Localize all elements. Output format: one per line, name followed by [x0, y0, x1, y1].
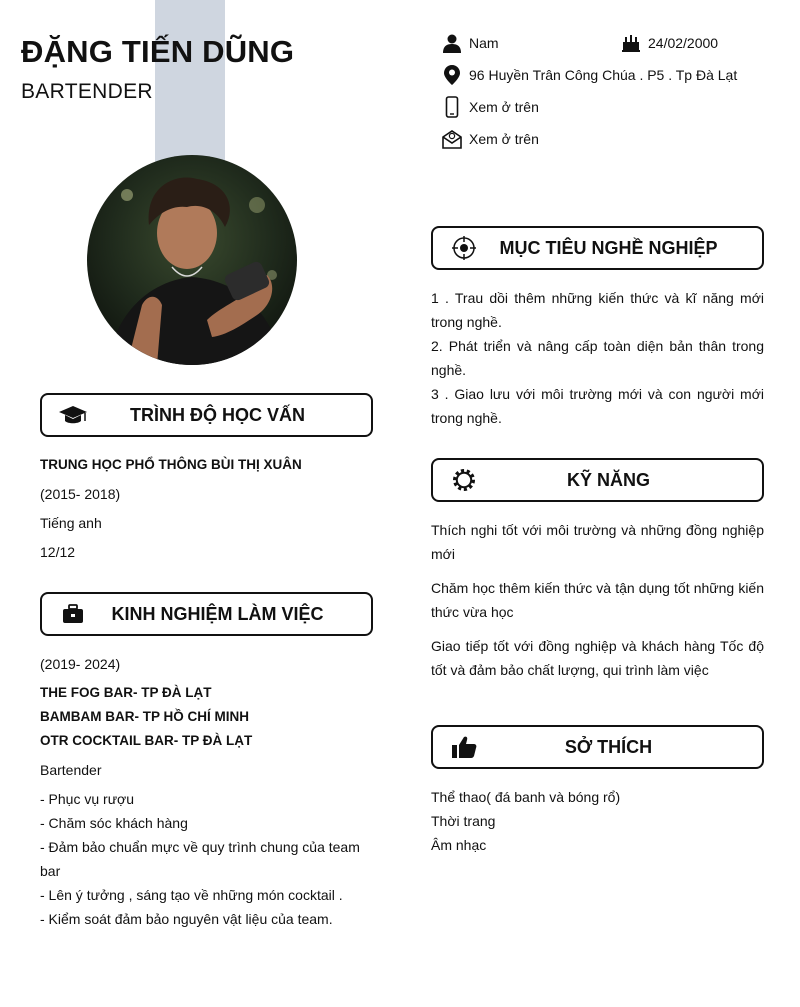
experience-workplace: THE FOG BAR- TP ĐÀ LẠT	[40, 685, 212, 700]
gender-value: Nam	[469, 35, 499, 51]
experience-duty: - Chăm sóc khách hàng	[40, 815, 188, 831]
address-value: 96 Huyền Trân Công Chúa . P5 . Tp Đà Lạt	[469, 67, 738, 83]
experience-duty: - Phục vụ rượu	[40, 791, 135, 807]
experience-heading	[40, 592, 373, 636]
skills-title: KỸ NĂNG	[566, 469, 650, 490]
contact-dob	[620, 32, 718, 54]
avatar-photo	[87, 155, 297, 365]
hobby-item: Thời trang	[431, 813, 496, 829]
person-icon	[441, 32, 463, 54]
skill-item: Giao tiếp tốt với đồng nghiệp và khách hàng Tốc độ tốt và đảm bảo chất lượng, qui trình làm việc	[431, 638, 764, 678]
experience-duty: - Kiểm soát đảm bảo nguyên vật liệu của team.	[40, 911, 333, 927]
hobby-item: Thể thao( đá banh và bóng rổ)	[431, 789, 621, 805]
job-title: BARTENDER	[21, 80, 153, 103]
dob-value: 24/02/2000	[648, 35, 719, 51]
education-title: TRÌNH ĐỘ HỌC VẤN	[130, 404, 305, 425]
contact-gender	[441, 32, 499, 54]
contact-email	[441, 128, 539, 150]
education-language: Tiếng anh	[40, 515, 102, 531]
phone-value: Xem ở trên	[469, 99, 539, 115]
location-pin-icon	[441, 64, 463, 86]
skill-item: Chăm học thêm kiến thức và tận dụng tốt những kiến thức vừa học	[431, 580, 764, 620]
experience-role: Bartender	[40, 762, 102, 778]
objective-heading	[431, 226, 764, 270]
graduation-cap-icon	[58, 403, 88, 427]
avatar	[87, 155, 297, 365]
email-value: Xem ở trên	[469, 131, 539, 147]
cake-icon	[620, 32, 642, 54]
education-heading	[40, 393, 373, 437]
skills-heading	[431, 458, 764, 502]
hobbies-heading	[431, 725, 764, 769]
target-icon	[449, 236, 479, 260]
objective-item: 1 . Trau dồi thêm những kiến thức và kĩ năng mới trong nghề.	[431, 290, 764, 330]
objective-item: 2. Phát triển và nâng cấp toàn diện bản thân trong nghề.	[431, 338, 764, 378]
contact-phone	[441, 96, 539, 118]
gear-icon	[449, 468, 479, 492]
briefcase-icon	[58, 602, 88, 626]
accent-bar	[155, 0, 225, 170]
thumbs-up-icon	[449, 735, 479, 759]
phone-icon	[441, 96, 463, 118]
skill-item: Thích nghi tốt với môi trường và những đồng nghiệp mới	[431, 522, 764, 562]
education-period: (2015- 2018)	[40, 486, 121, 502]
experience-title: KINH NGHIỆM LÀM VIỆC	[111, 603, 324, 624]
hobbies-title: SỞ THÍCH	[564, 736, 653, 757]
email-icon	[441, 128, 463, 150]
education-grade: 12/12	[40, 544, 76, 560]
experience-duty: - Đảm bảo chuẩn mực về quy trình chung của team bar	[40, 839, 360, 879]
contact-address	[441, 64, 737, 86]
education-school: TRUNG HỌC PHỔ THÔNG BÙI THỊ XUÂN	[40, 457, 302, 472]
experience-duty: - Lên ý tưởng , sáng tạo về những món cocktail .	[40, 887, 343, 903]
experience-period: (2019- 2024)	[40, 656, 121, 672]
experience-workplace: BAMBAM BAR- TP HỒ CHÍ MINH	[40, 709, 249, 724]
candidate-name: ĐẶNG TIẾN DŨNG	[21, 34, 295, 69]
hobby-item: Âm nhạc	[431, 837, 487, 853]
objective-title: MỤC TIÊU NGHỀ NGHIỆP	[499, 237, 718, 258]
objective-item: 3 . Giao lưu với môi trường mới và con người mới trong nghề.	[431, 386, 764, 426]
experience-workplace: OTR COCKTAIL BAR- TP ĐÀ LẠT	[40, 733, 253, 748]
